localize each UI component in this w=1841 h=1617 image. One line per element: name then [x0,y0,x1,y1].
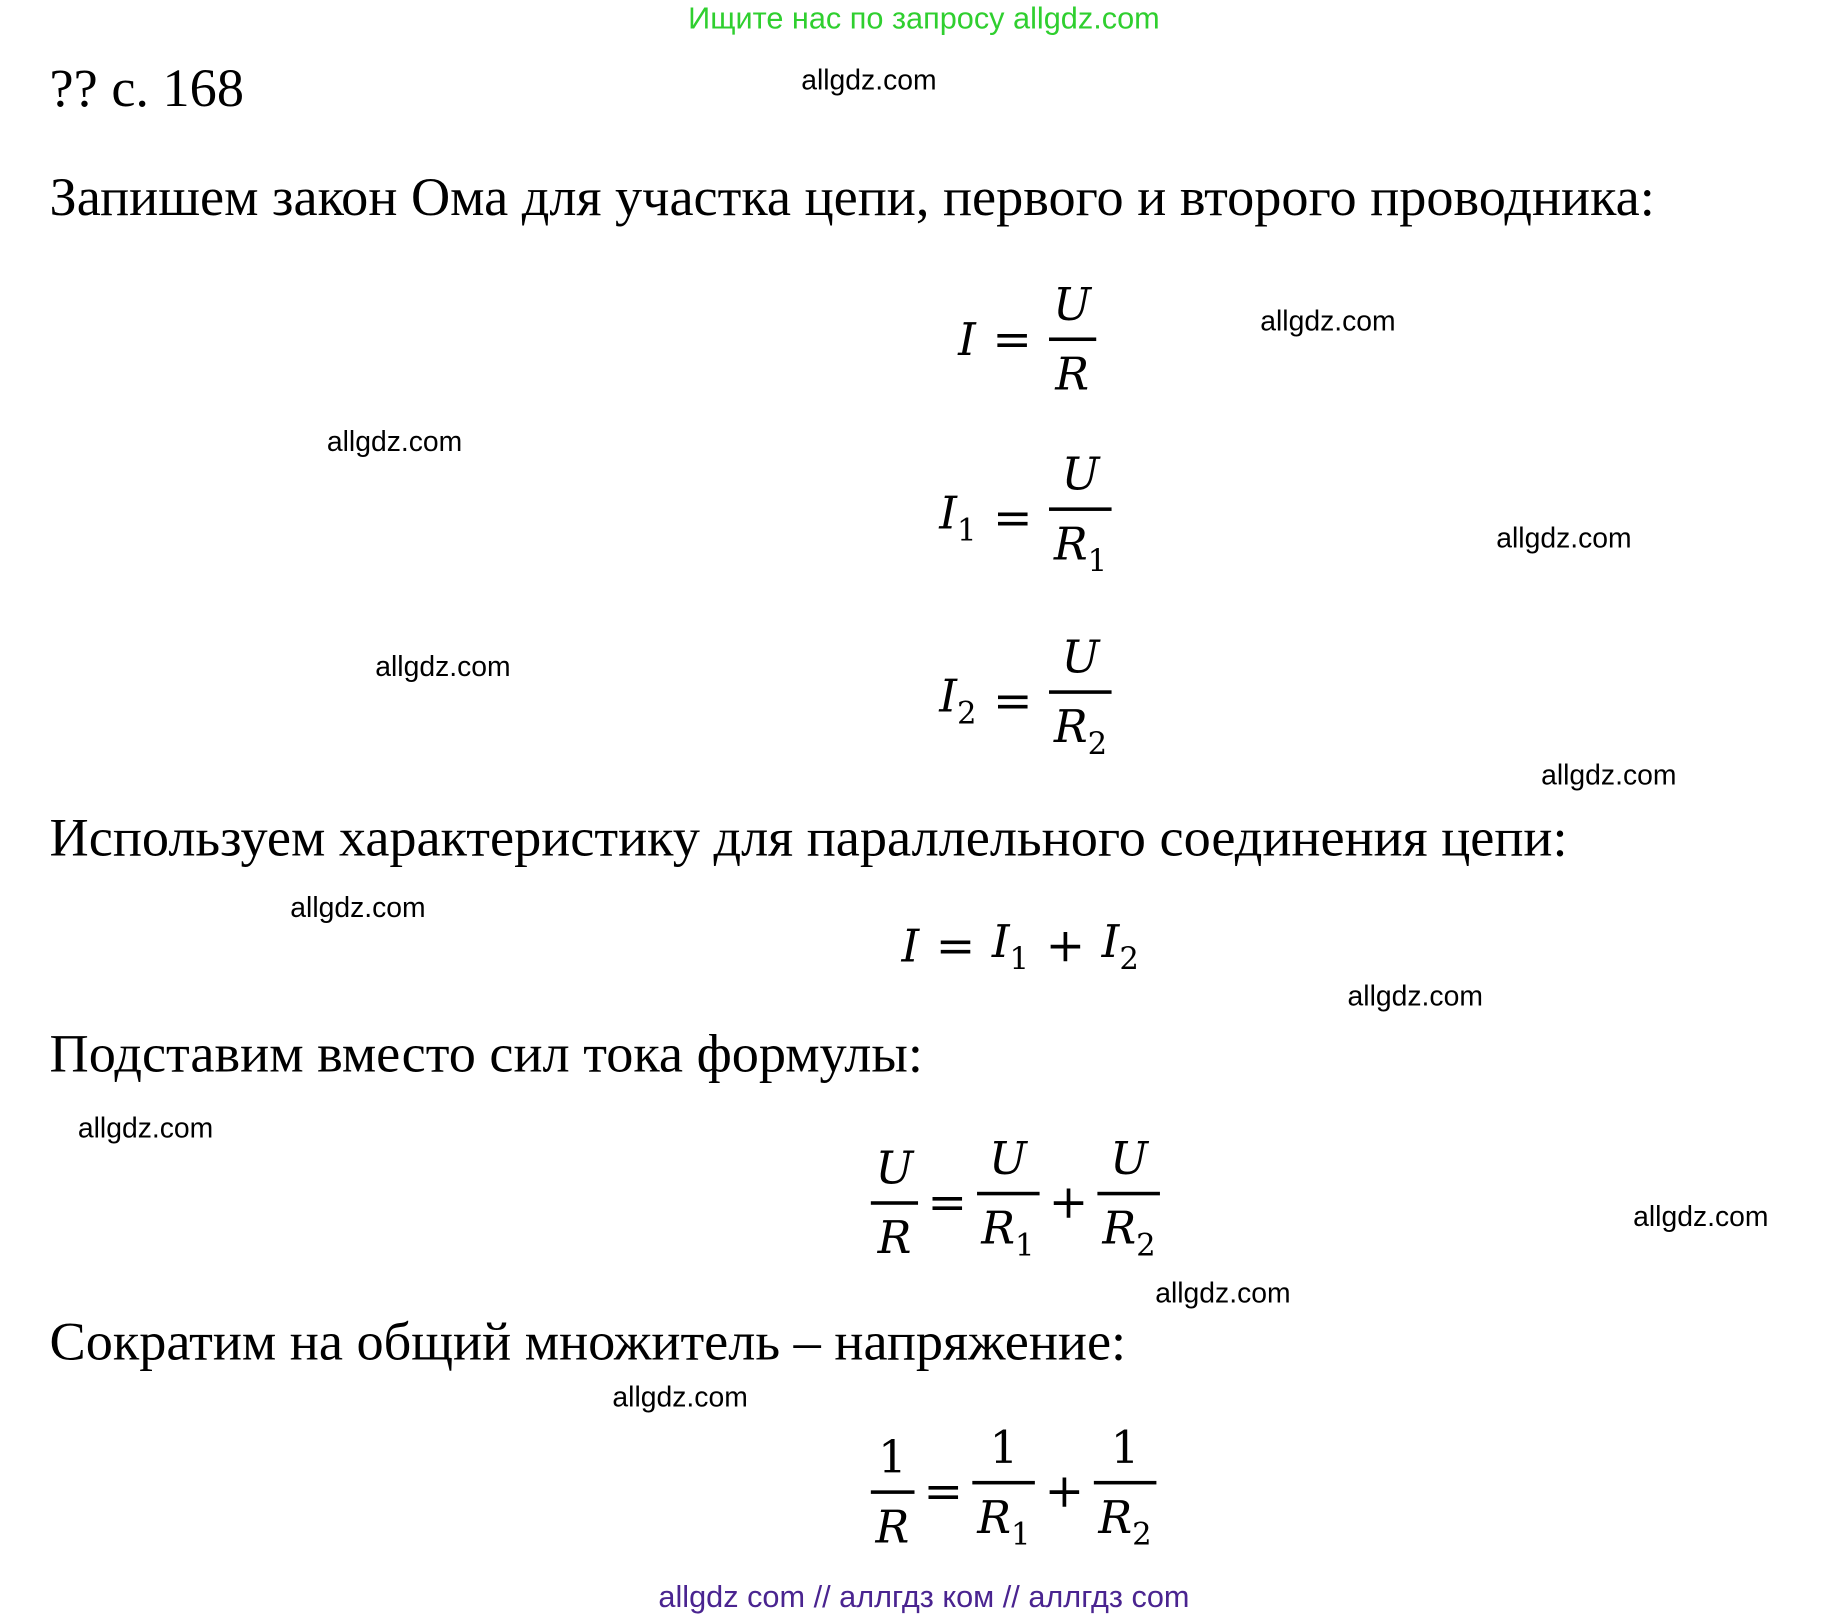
paragraph-3: Подставим вместо сил тока формулы: [49,1023,923,1084]
formula-term [992,916,1029,977]
formula-part: 2 [1132,1517,1152,1553]
formula-part: R [1098,1491,1133,1544]
watermark: allgdz.com [1347,980,1483,1013]
watermark: allgdz.com [1155,1277,1291,1310]
paragraph-1: Запишем закон Ома для участка цепи, первого и второго проводника: [49,166,1655,227]
fraction [1049,624,1112,777]
formula-ohm-law-2 [939,624,1112,777]
formula-part [1094,1484,1157,1568]
equals-sign: = [927,1175,968,1230]
plus-sign: + [1044,1464,1085,1519]
formula-substituted [871,1126,1161,1279]
watermark: allgdz.com [375,651,511,684]
paragraph-4: Сократим на общий множитель – напряжение: [49,1310,1127,1372]
paragraph-2: Используем характеристику для параллельного соединения цепи: [49,807,1568,868]
equals-sign: = [993,490,1033,546]
formula-part: R [1102,1202,1137,1255]
formula-part: R [875,1500,910,1553]
formula-part [1098,1195,1161,1279]
equals-sign: = [935,919,976,974]
numerator: U [1053,278,1091,331]
formula-part: I [939,670,957,723]
formula-part: R [1053,518,1088,570]
fraction [1048,271,1095,407]
formula-term [939,487,976,548]
formula-term: I [901,920,920,973]
formula-part: 1 [989,1421,1019,1474]
formula-term [1102,916,1139,977]
fraction [871,1135,918,1271]
watermark: allgdz.com [1496,522,1632,555]
formula-part: 2 [956,696,977,732]
numerator: U [1061,631,1100,684]
plus-sign: + [1048,1175,1089,1230]
formula-part: 1 [1015,1228,1035,1264]
footer-links[interactable]: allgdz com // аллгдз ком // аллгдз com [658,1578,1190,1615]
formula-part: 1 [1110,1421,1140,1474]
watermark: allgdz.com [1260,305,1396,338]
formula-part [977,1195,1040,1279]
formula-term: I [958,313,976,366]
fraction [977,1126,1040,1279]
formula-part: 2 [1136,1228,1156,1264]
watermark: allgdz.com [290,892,426,924]
formula-part: 1 [956,513,977,549]
formula-part: U [1110,1132,1148,1185]
formula-part [972,1484,1035,1568]
formula-current-sum [902,916,1139,977]
equals-sign: = [923,1464,964,1519]
denominator [1049,694,1112,778]
formula-part: R [977,1491,1011,1544]
formula-part: I [991,915,1010,968]
page-label: ?? с. 168 [49,57,244,118]
formula-part: 1 [878,1430,907,1483]
formula-part: 1 [1009,941,1030,978]
formula-part: R [981,1202,1016,1255]
formula-ohm-law [958,271,1096,407]
formula-part: U [988,1132,1027,1185]
equals-sign: = [992,312,1032,367]
watermark: allgdz.com [1541,759,1677,792]
watermark: allgdz.com [612,1381,748,1414]
formula-part: R [1053,700,1088,753]
watermark: allgdz.com [801,64,937,97]
formula-term [939,670,976,731]
watermark: allgdz.com [326,425,463,458]
watermark: allgdz.com [77,1112,214,1145]
search-banner[interactable]: Ищите нас по запросу allgdz.com [688,0,1160,36]
fraction [1049,441,1112,594]
formula-part: I [1101,915,1120,968]
formula-part: R [877,1211,912,1264]
formula-part: I [939,487,957,540]
formula-ohm-law-1 [939,441,1112,594]
formula-part: 1 [1087,543,1108,580]
formula-resistance [871,1415,1157,1568]
denominator [1049,511,1112,595]
numerator: U [1061,448,1100,501]
formula-part: U [875,1141,914,1194]
plus-sign: + [1045,919,1086,974]
formula-part: 1 [1010,1517,1031,1553]
denominator: R [1055,348,1089,401]
fraction [871,1424,914,1560]
formula-part: 2 [1119,941,1139,978]
equals-sign: = [993,673,1033,729]
fraction [1094,1415,1157,1568]
fraction [1098,1126,1161,1279]
formula-part: 2 [1087,726,1108,763]
watermark: allgdz.com [1633,1201,1769,1234]
fraction [972,1415,1035,1568]
